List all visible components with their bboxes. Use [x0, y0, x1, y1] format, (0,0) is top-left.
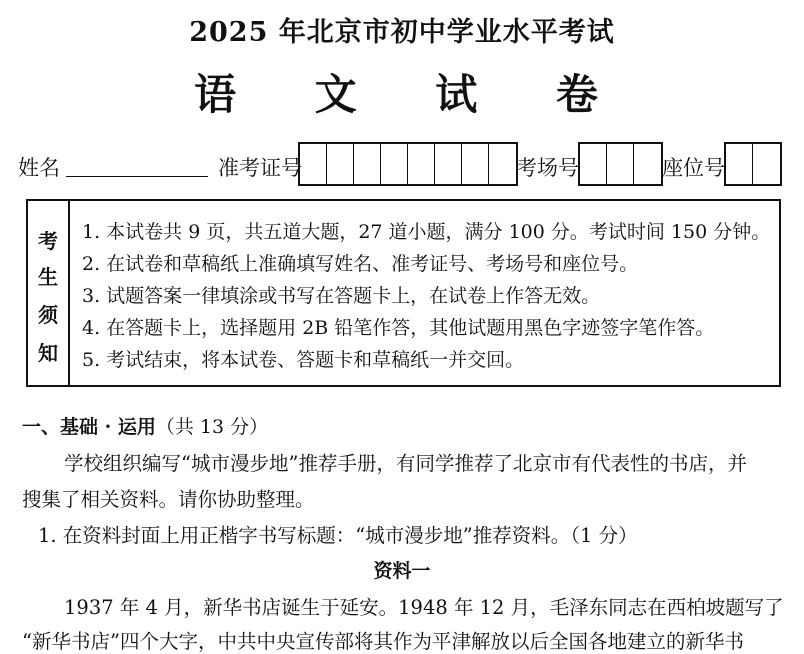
- notice-side-char: 须: [38, 303, 58, 327]
- exam-title: 2025 年北京市初中学业水平考试: [189, 17, 615, 48]
- digit-box[interactable]: [300, 144, 327, 184]
- notice-item: 3. 试题答案一律填涂或书写在答题卡上，在试卷上作答无效。: [82, 285, 601, 307]
- intro-line: 搜集了相关资料。请你协助整理。: [22, 488, 315, 511]
- notice-item: 5. 考试结束，将本试卷、答题卡和草稿纸一并交回。: [82, 349, 525, 371]
- notice-item: 1. 本试卷共 9 页，共五道大题，27 道小题，满分 100 分。考试时间 150 分钟。: [82, 221, 771, 243]
- digit-box[interactable]: [753, 144, 780, 184]
- material-line: 1937 年 4 月，新华书店诞生于延安。1948 年 12 月，毛泽东同志在西柏坡题写了: [64, 596, 784, 619]
- paper-title: 语 文 试 卷: [194, 70, 630, 119]
- material-line: “新华书店”四个大字，中共中央宣传部将其作为平津解放以后全国各地建立的新华书: [22, 630, 744, 653]
- candidate-notice-box: [26, 199, 781, 387]
- intro-line: 学校组织编写“城市漫步地”推荐手册，有同学推荐了北京市有代表性的书店，并: [64, 452, 747, 475]
- material-title: 资料一: [373, 560, 431, 582]
- ticket-number-label: 准考证号: [218, 156, 302, 180]
- name-field[interactable]: [66, 176, 208, 177]
- digit-box[interactable]: [435, 144, 462, 184]
- notice-side-label: [28, 201, 70, 385]
- digit-box[interactable]: [580, 144, 607, 184]
- seat-label: 座位号: [662, 156, 725, 180]
- notice-item: 4. 在答题卡上，选择题用 2B 铅笔作答，其他试题用黑色字迹签字笔作答。: [82, 317, 715, 339]
- candidate-info-row: [18, 140, 788, 188]
- seat-boxes[interactable]: [724, 142, 782, 186]
- digit-box[interactable]: [726, 144, 753, 184]
- exam-room-boxes[interactable]: [578, 142, 663, 186]
- digit-box[interactable]: [408, 144, 435, 184]
- notice-side-char: 生: [38, 265, 58, 289]
- digit-box[interactable]: [462, 144, 489, 184]
- section-points: （共 13 分）: [155, 416, 269, 438]
- digit-box[interactable]: [354, 144, 381, 184]
- ticket-number-boxes[interactable]: [298, 142, 518, 186]
- digit-box[interactable]: [634, 144, 661, 184]
- notice-side-char: 知: [38, 341, 58, 365]
- exam-room-label: 考场号: [516, 156, 579, 180]
- digit-box[interactable]: [327, 144, 354, 184]
- notice-item: 2. 在试卷和草稿纸上准确填写姓名、准考证号、考场号和座位号。: [82, 253, 639, 275]
- section-heading: [22, 412, 268, 439]
- question-1: 1. 在资料封面上用正楷字书写标题：“城市漫步地”推荐资料。（1 分）: [38, 524, 638, 547]
- notice-side-char: 考: [38, 229, 58, 253]
- digit-box[interactable]: [607, 144, 634, 184]
- section-title: 一、基础 · 运用: [22, 416, 156, 438]
- name-label: 姓名: [18, 156, 60, 180]
- digit-box[interactable]: [381, 144, 408, 184]
- digit-box[interactable]: [489, 144, 516, 184]
